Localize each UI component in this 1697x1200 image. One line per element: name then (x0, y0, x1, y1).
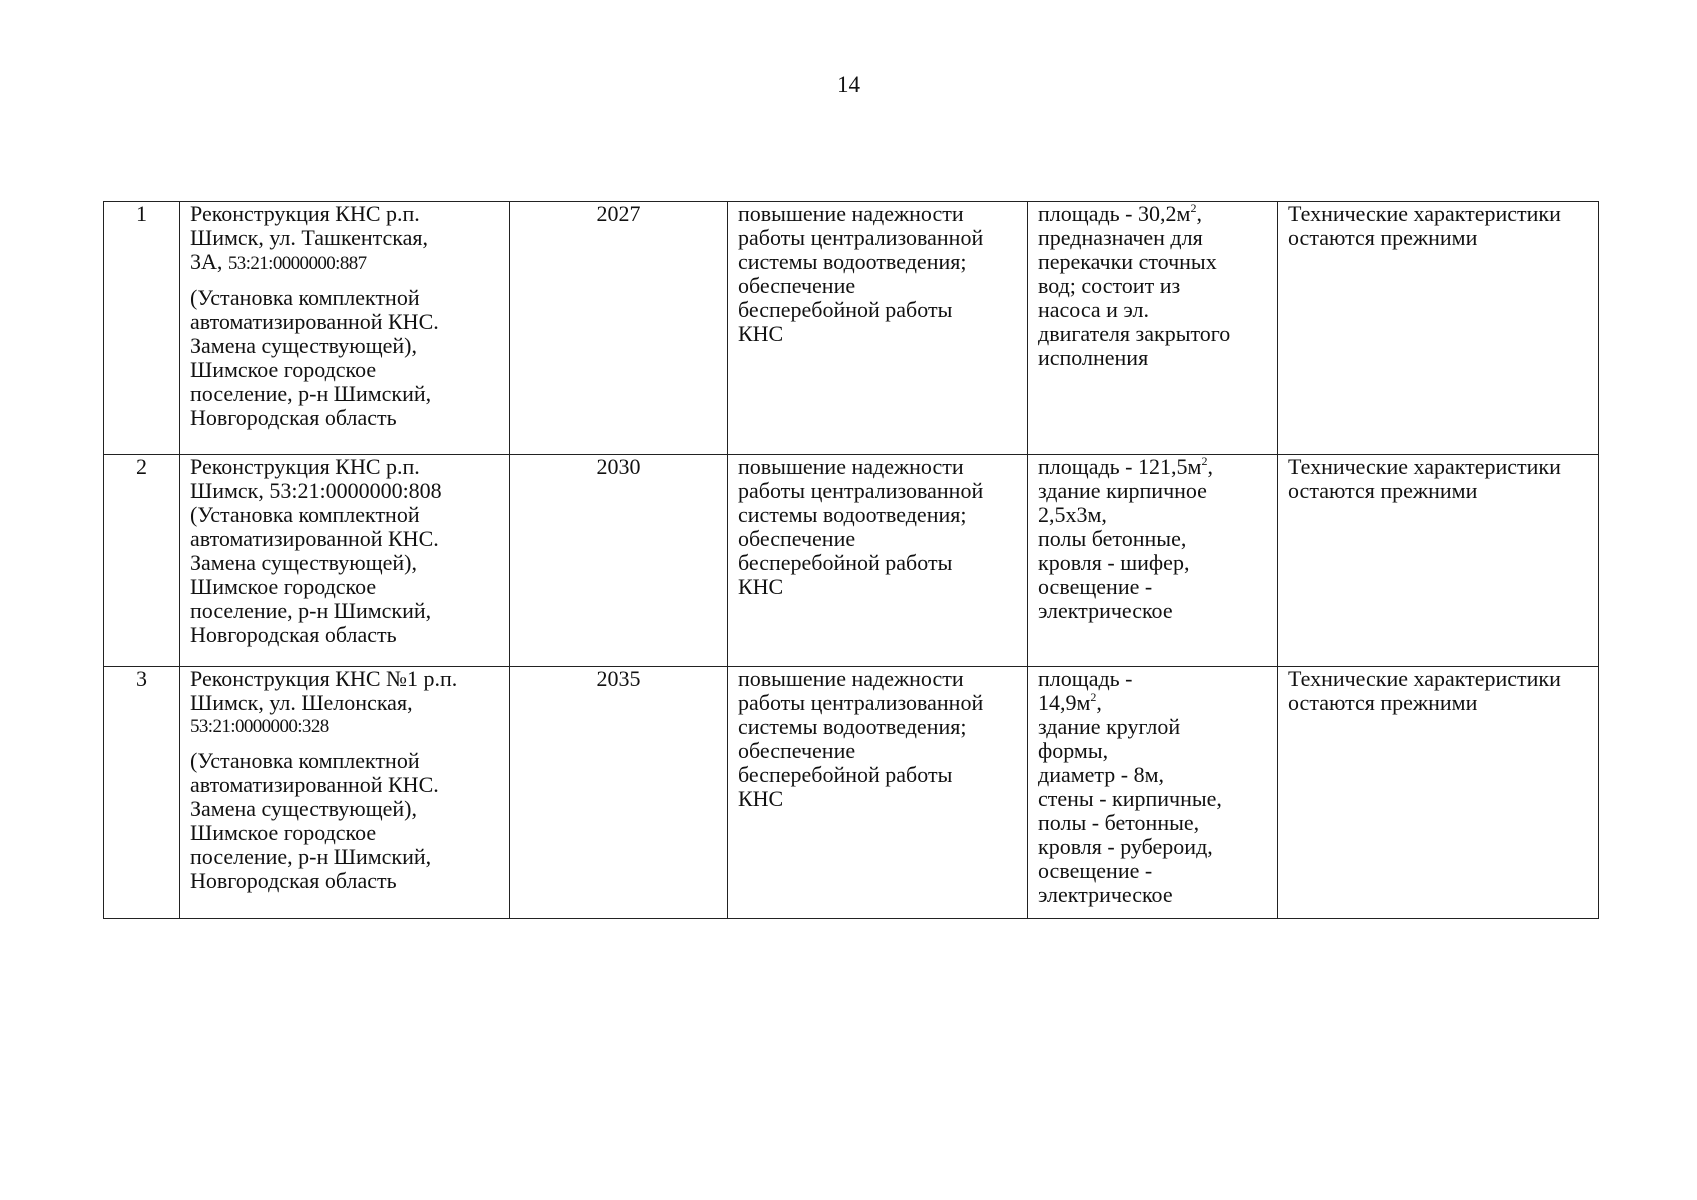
note-cell (1278, 455, 1599, 667)
cadastral-number: 53:21:0000000:328 (190, 716, 329, 737)
text-line: системы водоотведения; (738, 714, 967, 739)
goal-cell (728, 667, 1028, 919)
text-line: Технические характеристики (1288, 201, 1561, 226)
text-line: полы бетонные, (1038, 526, 1187, 551)
tech-spec-cell (1028, 202, 1278, 455)
text-line: Реконструкция КНС р.п. (190, 201, 420, 226)
text-line: здание круглой (1038, 714, 1181, 739)
text-line: Новгородская область (190, 405, 397, 430)
text-line: работы централизованной (738, 225, 984, 250)
text-line: Новгородская область (190, 868, 397, 893)
text-line: Технические характеристики (1288, 454, 1561, 479)
text-line: формы, (1038, 738, 1109, 763)
text-line: стены - кирпичные, (1038, 786, 1222, 811)
object-title (190, 667, 499, 739)
text-line: поселение, р-н Шимский, (190, 598, 432, 623)
text-line: Реконструкция КНС р.п. (190, 454, 420, 479)
row-number: 2 (104, 455, 180, 667)
text-line: освещение - (1038, 574, 1153, 599)
year-cell: 2027 (510, 202, 728, 455)
text-line: Технические характеристики (1288, 666, 1561, 691)
text-line: (Установка комплектной (190, 748, 420, 773)
text-line: электрическое (1038, 598, 1173, 623)
text-line: поселение, р-н Шимский, (190, 381, 432, 406)
object-name-cell (180, 667, 510, 919)
text-line: Шимское городское (190, 820, 377, 845)
text-line: обеспечение (738, 738, 856, 763)
table-row (104, 455, 1599, 667)
tech-spec-cell (1028, 455, 1278, 667)
text-line: (Установка комплектной (190, 285, 420, 310)
row-number: 1 (104, 202, 180, 455)
object-description (190, 286, 499, 430)
cadastral-number: 53:21:0000000:887 (227, 253, 367, 274)
text-line: кровля - рубероид, (1038, 834, 1213, 859)
page-number: 14 (837, 72, 860, 97)
text-line: диаметр - 8м, (1038, 762, 1165, 787)
text-line: здание кирпичное (1038, 478, 1207, 503)
text-line: системы водоотведения; (738, 249, 967, 274)
text-line: Замена существующей), (190, 333, 417, 358)
text-line: вод; состоит из (1038, 273, 1181, 298)
text-line: повышение надежности (738, 666, 964, 691)
text-line: кровля - шифер, (1038, 550, 1190, 575)
text-line: исполнения (1038, 345, 1149, 370)
text-line: работы централизованной (738, 478, 984, 503)
text-line: системы водоотведения; (738, 502, 967, 527)
text-line: предназначен для (1038, 225, 1203, 250)
text-line: КНС (738, 321, 784, 346)
text-line: Шимское городское (190, 574, 377, 599)
text-line: повышение надежности (738, 201, 964, 226)
object-title (190, 202, 499, 276)
text-line: 3А, 53:21:0000000:887 (190, 249, 367, 274)
works-table (103, 201, 1599, 919)
table-row (104, 667, 1599, 919)
text-line: работы централизованной (738, 690, 984, 715)
text-line: площадь - $121,5м^2$, (1038, 454, 1213, 479)
text-line: КНС (738, 574, 784, 599)
text-line: повышение надежности (738, 454, 964, 479)
text-line: полы - бетонные, (1038, 810, 1200, 835)
text-line: обеспечение (738, 526, 856, 551)
text-line: остаются прежними (1288, 690, 1478, 715)
text-line: автоматизированной КНС. (190, 526, 439, 551)
year-cell: 2030 (510, 455, 728, 667)
note-cell (1278, 202, 1599, 455)
object-name-cell (180, 455, 510, 667)
text-line: бесперебойной работы (738, 762, 953, 787)
text-line: Шимск, 53:21:0000000:808 (190, 478, 442, 503)
text-line: бесперебойной работы (738, 550, 953, 575)
text-line: насоса и эл. (1038, 297, 1149, 322)
text-line: (Установка комплектной (190, 502, 420, 527)
text-line: Шимск, ул. Ташкентская, (190, 225, 429, 250)
text-line: Новгородская область (190, 622, 397, 647)
text-line: автоматизированной КНС. (190, 772, 439, 797)
text-line: автоматизированной КНС. (190, 309, 439, 334)
text-line: 2,5х3м, (1038, 502, 1107, 527)
row-number: 3 (104, 667, 180, 919)
text-line: остаются прежними (1288, 225, 1478, 250)
text-line: Реконструкция КНС №1 р.п. (190, 666, 458, 691)
text-line: перекачки сточных (1038, 249, 1217, 274)
text-line: Замена существующей), (190, 796, 417, 821)
text-line: двигателя закрытого (1038, 321, 1231, 346)
table-row (104, 202, 1599, 455)
text-line: КНС (738, 786, 784, 811)
text-line: бесперебойной работы (738, 297, 953, 322)
text-line: Шимское городское (190, 357, 377, 382)
goal-cell (728, 202, 1028, 455)
text-line: поселение, р-н Шимский, (190, 844, 432, 869)
text-line: Замена существующей), (190, 550, 417, 575)
text-line: Шимск, ул. Шелонская, (190, 690, 413, 715)
text-line: обеспечение (738, 273, 856, 298)
object-description (190, 749, 499, 893)
text-line: остаются прежними (1288, 478, 1478, 503)
text-line: площадь - $30,2м^2$, (1038, 201, 1202, 226)
text-line: освещение - (1038, 858, 1153, 883)
tech-spec-cell (1028, 667, 1278, 919)
text-line: $14,9м^2$, (1038, 690, 1102, 715)
goal-cell (728, 455, 1028, 667)
year-cell: 2035 (510, 667, 728, 919)
object-name-cell (180, 202, 510, 455)
note-cell (1278, 667, 1599, 919)
text-line: электрическое (1038, 882, 1173, 907)
text-line: площадь - (1038, 666, 1133, 691)
